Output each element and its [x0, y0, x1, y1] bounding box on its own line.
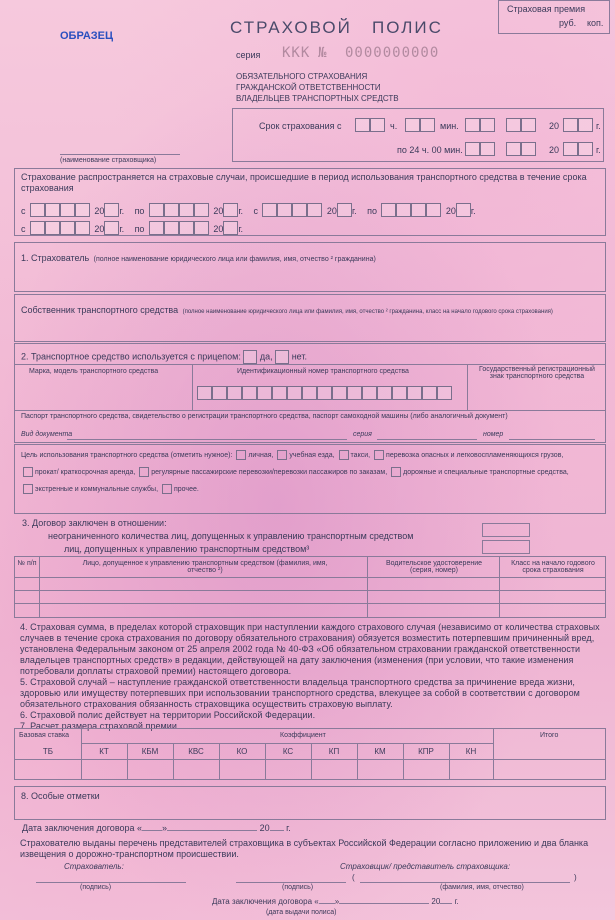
holder-signature-caption: (подпись) [80, 884, 112, 891]
purpose-emergency-checkbox[interactable] [23, 484, 33, 494]
purpose-training-checkbox[interactable] [277, 450, 287, 460]
insurer-fio-caption: (фамилия, имя, отчество) [440, 884, 524, 891]
calc-table: Базовая ставка Коэффициент Итого ТБ КТ КБМ КВС КО КС КП КМ КПР КН [14, 728, 606, 780]
section-purpose: Цель использования транспортного средства (отметить нужное): личная, учебная езда, такси, перевозка опасных и легковоспламеняющихся грузов, прокат/ краткосрочная аренда, регулярные пассажирские перевозки/перевозки пассажиров по заказам, дорожные и специальные транспортные средства, экстренные и коммунальные службы, прочее. [14, 444, 606, 514]
term-from-label: Срок страхования с [259, 121, 342, 131]
contract-label: 3. Договор заключен в отношении: [22, 518, 167, 528]
policy-number: 0000000000 [345, 45, 440, 61]
trailer-label: 2. Транспортное средство используется с прицепом: [21, 351, 241, 362]
drivers-table [14, 556, 606, 618]
trailer-yes-checkbox[interactable] [243, 350, 257, 364]
series-label: серия [236, 50, 261, 60]
limited-checkbox[interactable] [482, 540, 530, 554]
clause-6: 6. Страховой полис действует на территории Российской Федерации. [20, 710, 316, 720]
owner-label: Собственник транспортного средства [21, 305, 179, 315]
purpose-dangerous-checkbox[interactable] [374, 450, 384, 460]
term-box: Срок страхования с ч. мин. 20 г. по 24 ч. 00 мин. 20 г. [232, 108, 604, 162]
issued-text: Страхователю выданы перечень представителей страховщика в субъектах Российской Федерации согласно приложению и два бланка извещения о дорожно-транспортном происшествии. [20, 838, 589, 859]
limited-option: лиц, допущенных к управлению транспортным средством³ [64, 544, 310, 554]
sample-stamp: ОБРАЗЕЦ [60, 30, 114, 42]
premium-box [498, 0, 610, 34]
clauses [20, 622, 610, 732]
purpose-special-checkbox[interactable] [391, 467, 401, 477]
term-to-label: по 24 ч. 00 мин. [397, 145, 463, 155]
insurant-label: 1. Страхователь [21, 253, 90, 263]
vin-cells [197, 386, 452, 400]
unlimited-checkbox[interactable] [482, 523, 530, 537]
purpose-other-checkbox[interactable] [162, 484, 172, 494]
premium-kop: коп. [587, 18, 604, 28]
section-vehicle: 2. Транспортное средство используется с прицепом: да, нет. Марка, модель транспортного средства Идентификационный номер транспортного средства Государственный регистрационный знак транспортного средства Паспорт транспортного средства, свидетельство о регистрации транспортного средства, паспорт самоходной машины (либо аналогичный документ) Вид документа серия номер [14, 343, 606, 443]
calc-base: Базовая ставка [19, 732, 70, 739]
section-insurant [14, 242, 606, 292]
calc-coef: Коэффициент [280, 732, 326, 739]
premium-rub: руб. [559, 18, 577, 28]
col-vin: Идентификационный номер транспортного средства [237, 368, 409, 375]
section-owner [14, 294, 606, 342]
issue-date-caption: (дата выдачи полиса) [266, 909, 337, 916]
col-model: Марка, модель транспортного средства [29, 368, 159, 375]
period-row-2: с 20 г. по 20 г. [21, 219, 243, 237]
doc-type-label: Вид документа [21, 431, 73, 438]
series-value: ККК [282, 45, 311, 61]
notes-label: 8. Особые отметки [21, 791, 100, 801]
col-no: № п/п [17, 560, 37, 567]
issue-date: Дата заключения договора « » 20 г. [212, 897, 459, 906]
contract-date: Дата заключения договора « » 20 г. [22, 823, 291, 833]
section-notes [14, 786, 606, 820]
doc-number-label: номер [483, 431, 504, 438]
doc-series-label: серия [353, 431, 372, 438]
period-text: Страхование распространяется на страховые случаи, происшедшие в период использования транспортного средства в течение срока страхования [21, 172, 587, 193]
insurant-note: (полное наименование юридического лица или фамилия, имя, отчество ² гражданина) [93, 256, 376, 263]
clause-4: 4. Страховая сумма, в пределах которой страховщик при наступлении каждого страхового случая (независимо от количества страховых случаев в течение срока страхования по договору обязательного страхования) обязуется возместить потерпевшим причиненный вред, установлена Федеральным законом от 25 апреля 2002 года № 40-ФЗ «Об обязательном страховании гражданской ответственности владельцев транспортных средств» в редакции, действующей на дату заключения (изменения (при условии, что такие изменения потребовали доплаты страховой премии) настоящего договора. [20, 622, 600, 676]
period-row-1: с 20 г. по 20 г. с 20 г. по 20 г. [21, 201, 476, 219]
insurer-signature-caption: (подпись) [282, 884, 314, 891]
col-reg: Государственный регистрационный знак транспортного средства [479, 366, 595, 380]
purpose-personal-checkbox[interactable] [236, 450, 246, 460]
number-sign: № [318, 45, 328, 61]
policy-subtitle: ОБЯЗАТЕЛЬНОГО СТРАХОВАНИЯ ГРАЖДАНСКОЙ ОТВЕТСТВЕННОСТИ ВЛАДЕЛЬЦЕВ ТРАНСПОРТНЫХ СРЕДСТВ [236, 72, 399, 103]
insurer-label: Страховщик/ представитель страховщика: [340, 862, 511, 871]
period-box [14, 168, 606, 236]
calc-total: Итого [540, 732, 559, 739]
passport-label: Паспорт транспортного средства, свидетельство о регистрации транспортного средства, паспорт самоходной машины (либо аналогичный документ) [21, 413, 508, 420]
purpose-passenger-checkbox[interactable] [139, 467, 149, 477]
premium-label: Страховая премия [507, 4, 586, 14]
holder-label: Страхователь: [64, 862, 124, 871]
insurer-caption: (наименование страховщика) [60, 157, 157, 164]
purpose-label: Цель использования транспортного средства (отметить нужное): [21, 451, 233, 459]
col-class: Класс на начало годового срока страхования [511, 560, 595, 574]
unlimited-option: неограниченного количества лиц, допущенных к управлению транспортным средством [48, 531, 414, 541]
owner-note: (полное наименование юридического лица или фамилия, имя, отчество ² гражданина, класс на начало годового срока страхования) [182, 309, 553, 315]
clause-7: 7. Расчет размера страховой премии [20, 721, 177, 731]
policy-page: ОБРАЗЕЦ Страховая премия руб. коп. СТРАХОВОЙ ПОЛИС серия ККК № 0000000000 ОБЯЗАТЕЛЬНОГО СТРАХОВАНИЯ ГРАЖДАНСКОЙ ОТВЕТСТВЕННОСТИ ВЛАДЕЛЬЦЕВ ТРАНСПОРТНЫХ СРЕДСТВ (наименование страховщика) Срок страхования с ч. мин. 20 г. по 24 ч. 00 мин. 20 г. Страхование распространяется на страховые случаи, происшедшие в период использования транспортного средства в течение срока страхования с 20 г. по 20 г. с 20 г. по 20 г. с 20 г. по 20 г. 1. Страхователь (полное наименование юридического лица или фамилия, имя, отчество ² гражданина) Собственник транспортного средства (полное наименование юридического лица или фамилия, имя, отчество ² гражданина, класс на начало годового срока страхования) 2. Транспортное средство используется с прицепом: да, нет. Марка, модель транспортного средства Идентификационный номер транспортного средства Государственный регистрационный знак транспортного средства Паспорт транспортного средства, свидетельство о регистрации транспортного средства, паспорт самоходной машины (либо аналогичный документ) Вид документа серия номер Цель использования транспортного средства (отметить нужное): личная, учебная езда, такси, перевозка опасных и легковоспламеняющихся грузов, прокат/ краткосрочная аренда, регулярные пассажирские перевозки/перевозки пассажиров по заказам, дорожные и специальные транспортные средства, экстренные и коммунальные службы, прочее. 3. Договор заключен в отношении: неограниченного количества лиц, допущенных к управлению транспортным средством лиц, допущенных к управлению транспортным средством³ № п/п Лицо, допущенное к управлению транспортным средством (фамилия, имя, отчество ²) Водительское удостоверение (серия, номер) Класс на начало годового срока страхования 4. Страховая сумма, в пределах которой страховщик при наступлении каждого страхового случая (независимо от количества страховых случаев в течение срока страхования по договору обязательного страхования) обязуется возместить потерпевшим причиненный вред, установлена Федеральным законом от 25 апреля 2002 года № 40-ФЗ «Об обязательном страховании гражданской ответственности владельцев транспортных средств» в редакции, действующей на дату заключения (изменения (при условии, что такие изменения потребовали доплаты страховой премии) настоящего договора. 5. Страховой случай – наступление гражданской ответственности владельца транспортного средства за причинение вреда жизни, здоровью или имуществу потерпевших при использовании транспортного средства, влекущее за собой в соответствии с договором обязательного страхования обязанность страховщика осуществить страховую выплату. 6. Страховой полис действует на территории Российской Федерации. 7. Расчет размера страховой премии Базовая ставка Коэффициент Итого ТБ КТ КБМ КВС КО КС КП КМ КПР КН 8. Особые отметки Дата заключения договора « » 20 г. Страхователю выданы перечень представителей страховщика в субъектах Российской Федерации согласно приложению и два бланка извещения о дорожно-транспортном происшествии. Страхователь: Страховщик/ представитель страховщика: (подпись) (подпись) ( ) (фамилия, имя, отчество) Дата заключения договора « » 20 г. (дата выдачи полиса) [0, 0, 615, 920]
trailer-no-checkbox[interactable] [275, 350, 289, 364]
clause-5: 5. Страховой случай – наступление гражданской ответственности владельца транспортного средства за причинение вреда жизни, здоровью или имуществу потерпевших при использовании транспортного средства, влекущее за собой в соответствии с договором обязательного страхования обязанность страховщика осуществить страховую выплату. [20, 677, 580, 709]
purpose-taxi-checkbox[interactable] [339, 450, 349, 460]
policy-title: СТРАХОВОЙ ПОЛИС [230, 18, 443, 37]
purpose-rent-checkbox[interactable] [23, 467, 33, 477]
col-license: Водительское удостоверение (серия, номер) [385, 560, 483, 574]
col-person: Лицо, допущенное к управлению транспортным средством (фамилия, имя, отчество ²) [82, 560, 328, 574]
